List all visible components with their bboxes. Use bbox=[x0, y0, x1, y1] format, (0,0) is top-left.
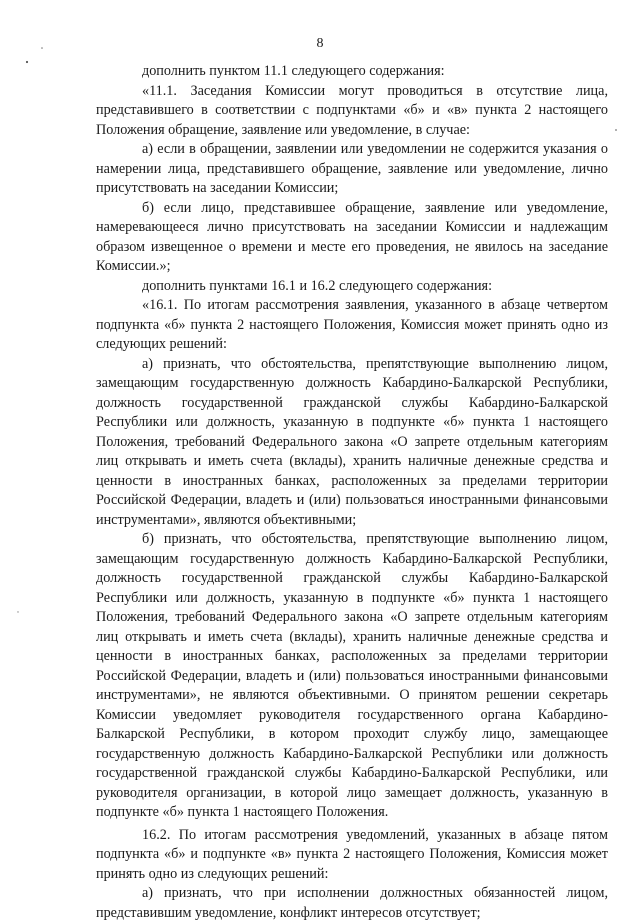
paragraph-add-clauses-16: дополнить пунктами 16.1 и 16.2 следующего содержания: bbox=[142, 277, 493, 294]
paragraph-clause-11-1-b: б) если лицо, представившее обращение, заявление или уведомление, намеревающееся лично присутствовать на заседании Комиссии и надлежащим образом извещенное о времени и месте его проведения, не явилось на заседание Комиссии.»; bbox=[96, 199, 608, 274]
paragraph-clause-16-2-a: а) признать, что при исполнении должностных обязанностей лицом, представившим уведомление, конфликт интересов отсутствует; bbox=[96, 885, 608, 921]
scan-speck bbox=[17, 611, 18, 612]
paragraph-clause-11-1: «11.1. Заседания Комиссии могут проводиться в отсутствие лица, представившего в соответствии с подпунктами «б» и «в» пункта 2 настоящего Положения обращение, заявление или уведомление, в случае: bbox=[96, 82, 608, 138]
scan-speck bbox=[615, 129, 617, 131]
paragraph-clause-16-1-a: а) признать, что обстоятельства, препятствующие выполнению лицом, замещающим государственную должность Кабардино-Балкарской Республики, должность государственной гражданской службы Кабардино-Балкарской Республики или должность, указанную в подпункте «б» пункта 1 настоящего Положения, требований Федерального закона «О запрете отдельным категориям лиц открывать и иметь счета (вклады), хранить наличные денежные средства и ценности в иностранных банках, расположенных за пределами территории Российской Федерации, владеть и (или) пользоваться иностранными финансовыми инструментами», являются объективными; bbox=[96, 355, 608, 528]
paragraph-clause-11-1-a: а) если в обращении, заявлении или уведомлении не содержится указания о намерении лица, представившего обращение, заявление или уведомление, лично присутствовать на заседании Комиссии; bbox=[96, 141, 608, 196]
paragraph-clause-16-2: 16.2. По итогам рассмотрения уведомлений, указанных в абзаце пятом подпункта «б» и подпункте «в» пункта 2 настоящего Положения, Комиссия может принять одно из следующих решений: bbox=[96, 826, 608, 882]
paragraph-clause-16-1-b: б) признать, что обстоятельства, препятствующие выполнению лицом, замещающим государственную должность Кабардино-Балкарской Республики, должность государственной гражданской службы Кабардино-Балкарской Республики или должность, указанную в подпункте «б» пункта 1 настоящего Положения, требований Федерального закона «О запрете отдельным категориям лиц открывать и иметь счета (вклады), хранить наличные денежные средства и ценности в иностранных банках, расположенных за пределами территории Российской Федерации, владеть и (или) пользоваться иностранными финансовыми инструментами», не являются объективными. О принятом решении секретарь Комиссии уведомляет руководителя государственного органа Кабардино-Балкарской Республики, в котором проходит службу лицо, замещающее государственную должность Кабардино-Балкарской Республики или должность государственной гражданской службы Кабардино-Балкарской Республики, или руководителя организации, в которой лицо замещает должность, указанную в подпункте «б» пункта 1 настоящего Положения. bbox=[96, 531, 608, 820]
paragraph-add-clause-11-1: дополнить пунктом 11.1 следующего содержания: bbox=[142, 63, 445, 79]
scan-speck bbox=[26, 61, 28, 63]
document-body bbox=[96, 62, 608, 923]
paragraph-clause-16-1: «16.1. По итогам рассмотрения заявления, указанного в абзаце четвертом подпункта «б» пункта 2 настоящего Положения, Комиссия может принять одно из следующих решений: bbox=[96, 297, 608, 352]
page-number: 8 bbox=[316, 36, 324, 51]
